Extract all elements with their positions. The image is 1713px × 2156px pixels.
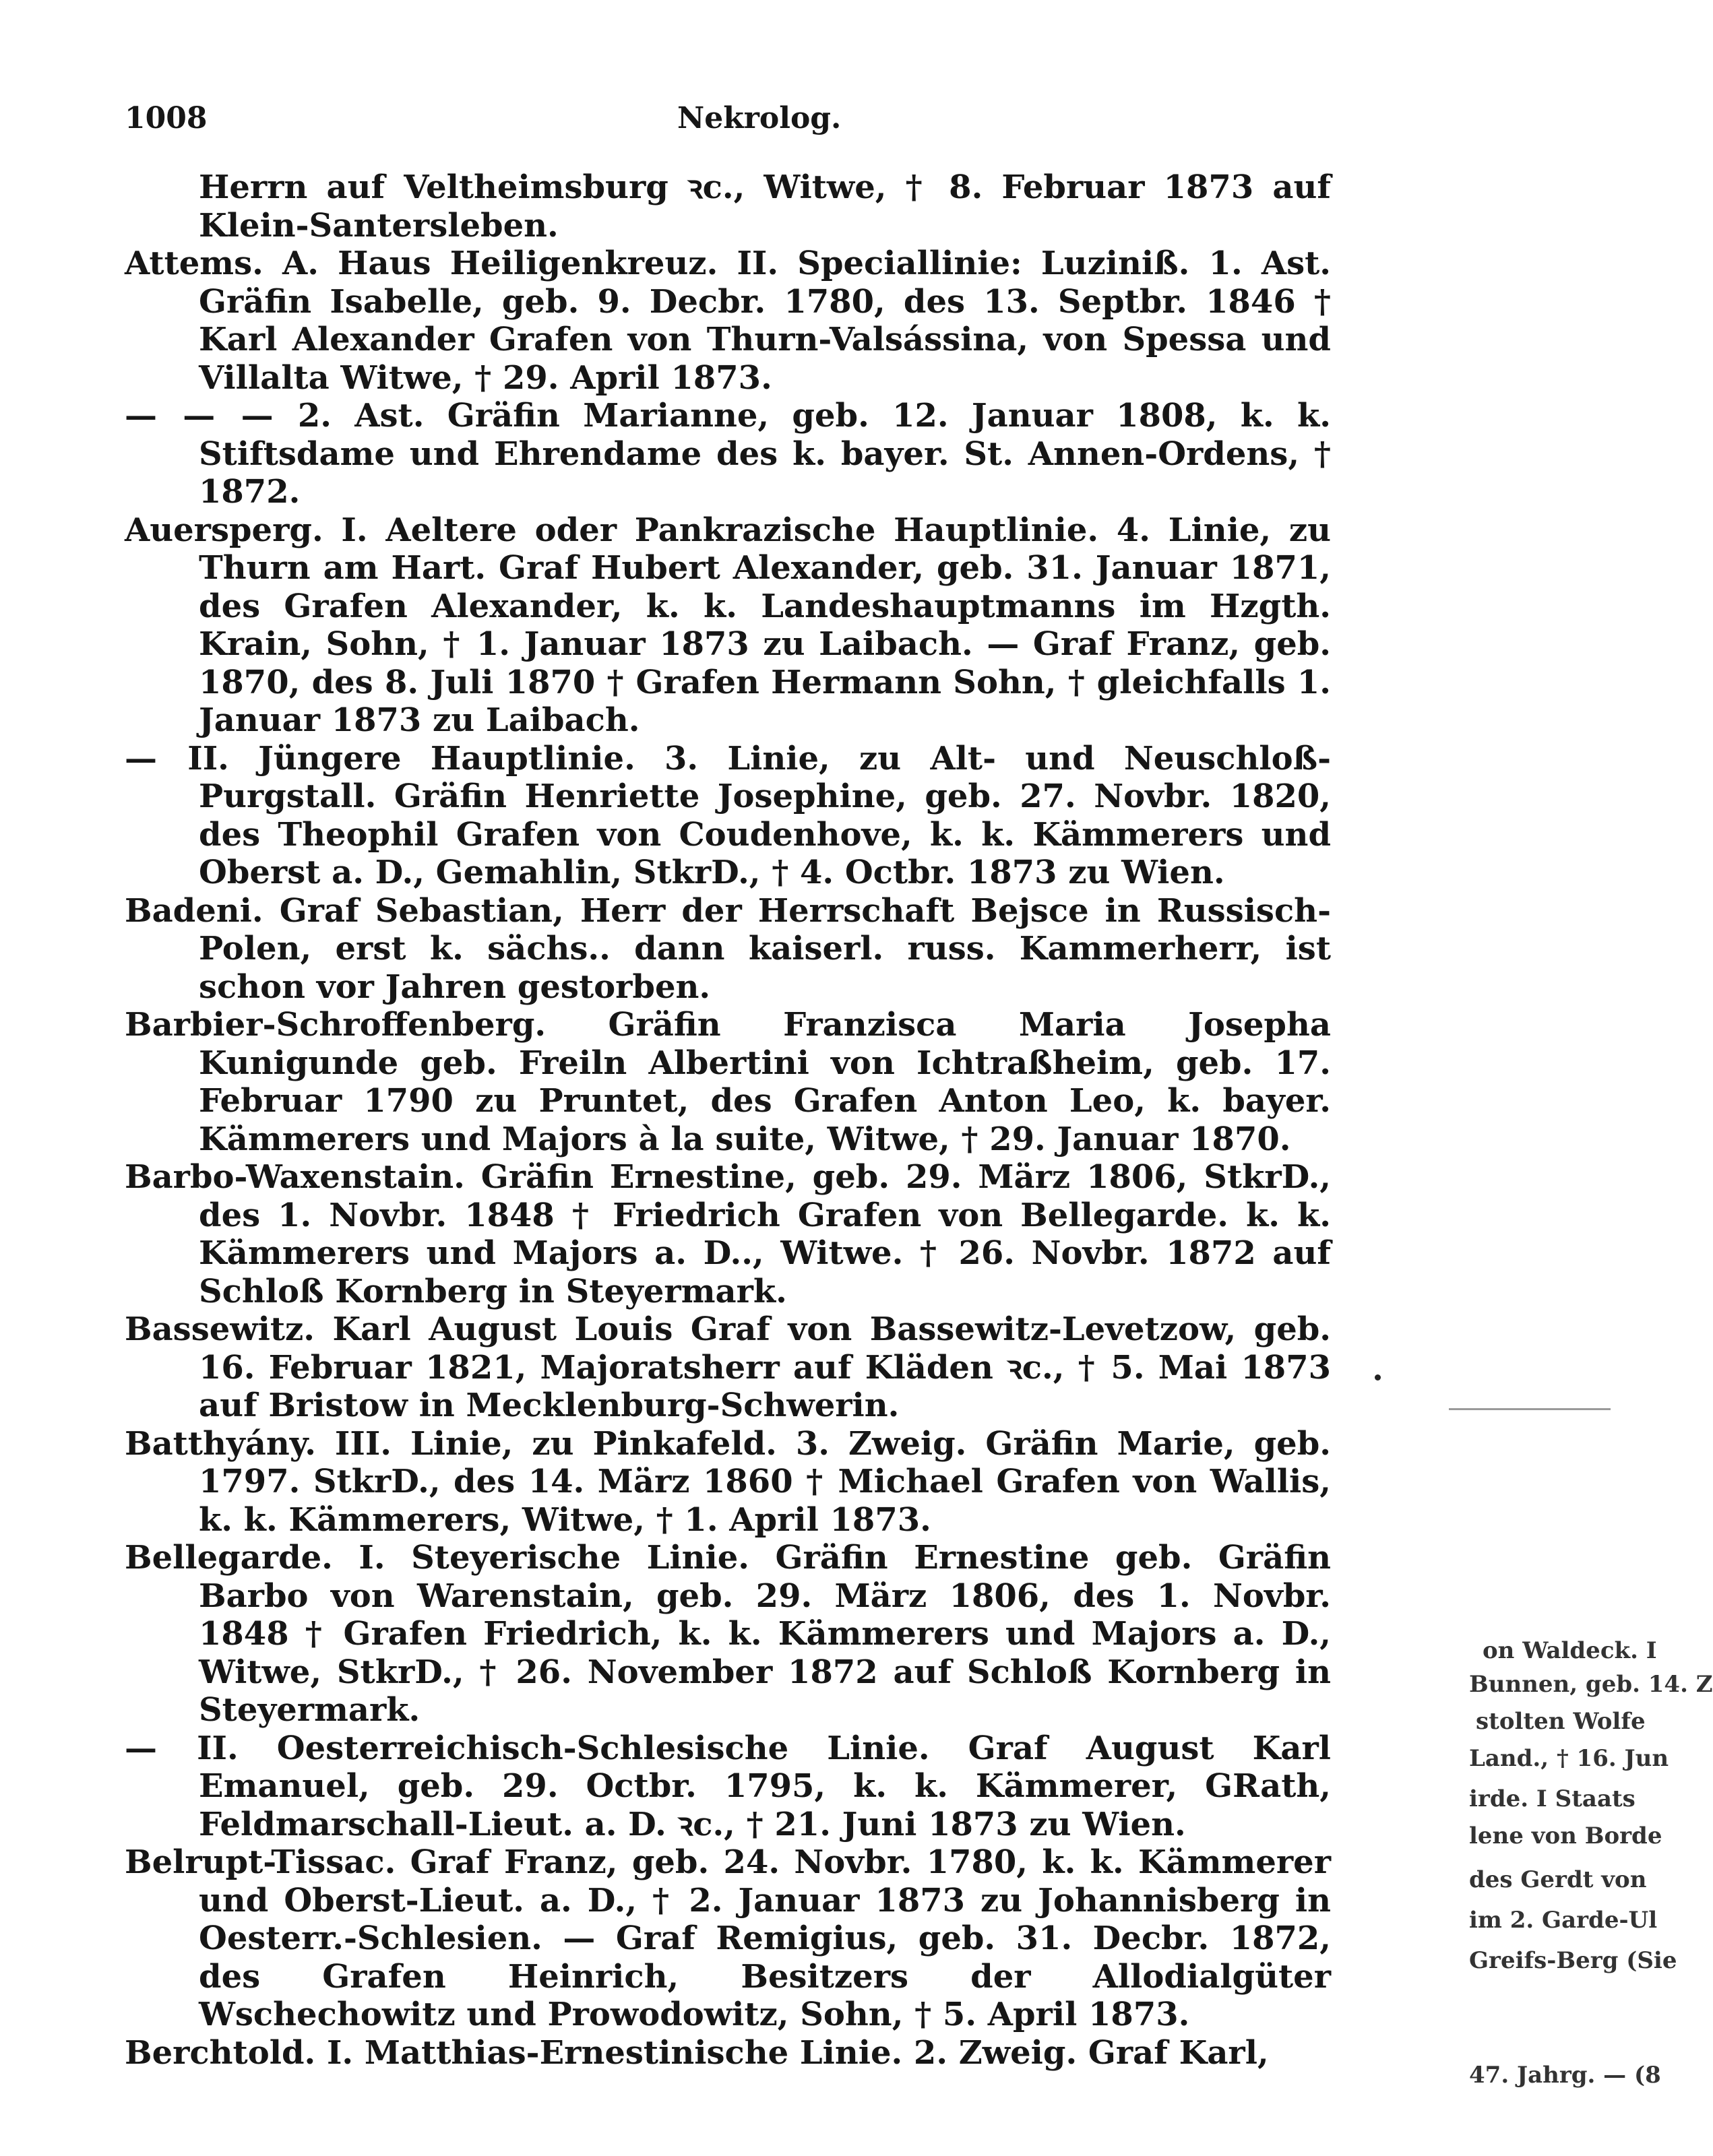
entry-head: Berchtold. bbox=[125, 2033, 316, 2072]
entry-head: Bellegarde. bbox=[125, 1539, 333, 1577]
entry-text: Gräfin Franzisca Maria Josepha Kunigunde geb. Freiln Albertini von Ichtraßheim, geb. 17. Februar 1790 zu Pruntet, des Grafen Anton Leo, k. bayer. Kämmerers und Majors à la suite, Witwe, † 29. Januar 1870. bbox=[199, 1006, 1331, 1158]
entry-head: Auersperg. bbox=[125, 511, 323, 549]
facing-page-bleed bbox=[1402, 0, 1713, 2156]
bleed-fragment: lene von Borde bbox=[1469, 1822, 1662, 1849]
entry-text: II. Oesterreichisch-Schlesische Linie. Graf August Karl Emanuel, geb. 29. Octbr. 1795, k. k. Kämmerer, GRath, Feldmarschall-Lieut. a. D. ꝛc., † 21. Juni 1873 zu Wien. bbox=[197, 1729, 1331, 1843]
bleed-fragment: 47. Jahrg. — (8 bbox=[1469, 2062, 1661, 2089]
entry-head: Attems. bbox=[125, 245, 263, 282]
entry-text: 2. Ast. Gräfin Marianne, geb. 12. Januar 1808, k. k. Stiftsdame und Ehrendame des k. bayer. St. Annen-Ordens, † 1872. bbox=[199, 397, 1331, 511]
entry-text: Karl August Louis Graf von Bassewitz-Levetzow, geb. 16. Februar 1821, Majoratsherr auf Kläden ꝛc., † 5. Mai 1873 auf Bristow in Mecklenburg-Schwerin. bbox=[199, 1310, 1332, 1424]
entry-barbo-waxenstain bbox=[125, 1158, 1331, 1310]
entry-head: Belrupt-Tissac. bbox=[125, 1843, 396, 1881]
bleed-fragment: stolten Wolfe bbox=[1476, 1708, 1646, 1735]
entry-head: Batthyány. bbox=[125, 1424, 316, 1463]
bleed-fragment: des Gerdt von bbox=[1469, 1866, 1647, 1893]
ink-speck bbox=[1375, 1374, 1381, 1381]
bleed-fragment: im 2. Garde-Ul bbox=[1469, 1907, 1658, 1934]
bleed-fragment: Bunnen, geb. 14. Z bbox=[1469, 1671, 1713, 1698]
entry-dash: — bbox=[125, 739, 158, 778]
bleed-fragment: on Waldeck. I bbox=[1483, 1637, 1657, 1664]
entry-auersperg-2 bbox=[125, 740, 1331, 892]
page-header bbox=[125, 94, 1331, 168]
entry-berchtold bbox=[125, 2034, 1331, 2072]
entry-text: II. Jüngere Hauptlinie. 3. Linie, zu Alt- und Neuschloß-Purgstall. Gräfin Henriette Josephine, geb. 27. Novbr. 1820, des Theophil Grafen von Coudenhove, k. k. Kämmerers und Oberst a. D., Gemahlin, StkrD., † 4. Octbr. 1873 zu Wien. bbox=[187, 739, 1331, 891]
running-title: Nekrolog. bbox=[677, 101, 842, 135]
page-number: 1008 bbox=[125, 101, 208, 135]
entry-batthyany bbox=[125, 1425, 1331, 1540]
entry-dash: — — — bbox=[125, 397, 275, 435]
entry-barbier-schroffenberg bbox=[125, 1006, 1331, 1158]
entry-text: Gräfin Ernestine, geb. 29. März 1806, StkrD., des 1. Novbr. 1848 † Friedrich Grafen von Bellegarde. k. k. Kämmerers und Majors a. D.., Witwe. † 26. Novbr. 1872 auf Schloß Kornberg in Steyermark. bbox=[199, 1158, 1331, 1310]
bleed-rule bbox=[1449, 1408, 1611, 1410]
entry-text: I. Aeltere oder Pankrazische Hauptlinie. 4. Linie, zu Thurn am Hart. Graf Hubert Alexander, geb. 31. Januar 1871, des Grafen Alexander, k. k. Landeshauptmanns im Hzgth. Krain, Sohn, † 1. Januar 1873 zu Laibach. — Graf Franz, geb. 1870, des 8. Juli 1870 † Grafen Hermann Sohn, † gleichfalls 1. Januar 1873 zu Laibach. bbox=[199, 511, 1331, 739]
entry-head: Badeni. bbox=[125, 891, 263, 930]
entry-attems bbox=[125, 245, 1331, 397]
entry-belrupt-tissac bbox=[125, 1843, 1331, 2034]
bleed-fragment: irde. I Staats bbox=[1469, 1785, 1636, 1812]
entry-head: Barbier-Schroffenberg. bbox=[125, 1006, 547, 1044]
entry-bassewitz bbox=[125, 1310, 1331, 1425]
entry-text: A. Haus Heiligenkreuz. II. Speciallinie: Luziniß. 1. Ast. Gräfin Isabelle, geb. 9. Decbr. 1780, des 13. Septbr. 1846 † Karl Alexander Grafen von Thurn-Valsássina, von Spessa und Villalta Witwe, † 29. April 1873. bbox=[199, 245, 1331, 397]
bleed-fragment: Greifs-Berg (Sie bbox=[1469, 1947, 1677, 1974]
text-column bbox=[125, 94, 1331, 2072]
entry-badeni bbox=[125, 892, 1331, 1007]
entry-head: Bassewitz. bbox=[125, 1310, 315, 1348]
entry-bellegarde-2 bbox=[125, 1730, 1331, 1844]
entry-continuation bbox=[125, 168, 1331, 245]
entry-text: I. Steyerische Linie. Gräfin Ernestine geb. Gräfin Barbo von Warenstain, geb. 29. März 1806, des 1. Novbr. 1848 † Grafen Friedrich, k. k. Kämmerers und Majors a. D., Witwe, StkrD., † 26. November 1872 auf Schloß Kornberg in Steyermark. bbox=[199, 1539, 1331, 1729]
bleed-fragment: Land., † 16. Jun bbox=[1469, 1745, 1669, 1772]
entry-attems-2 bbox=[125, 397, 1331, 511]
entry-text: Graf Sebastian, Herr der Herrschaft Bejsce in Russisch-Polen, erst k. sächs.. dann kaiserl. russ. Kammerherr, ist schon vor Jahren gestorben. bbox=[199, 891, 1332, 1006]
entry-text: Graf Franz, geb. 24. Novbr. 1780, k. k. Kämmerer und Oberst-Lieut. a. D., † 2. Januar 1873 zu Johannisberg in Oesterr.-Schlesien. — Graf Remigius, geb. 31. Decbr. 1872, des Grafen Heinrich, Besitzers der Allodialgüter Wschechowitz und Prowodowitz, Sohn, † 5. April 1873. bbox=[199, 1843, 1331, 2033]
entry-dash: — bbox=[125, 1729, 158, 1767]
entry-text: III. Linie, zu Pinkafeld. 3. Zweig. Gräfin Marie, geb. 1797. StkrD., des 14. März 1860 † Michael Grafen von Wallis, k. k. Kämmerers, Witwe, † 1. April 1873. bbox=[199, 1424, 1331, 1539]
entry-text: I. Matthias-Ernestinische Linie. 2. Zweig. Graf Karl, bbox=[326, 2033, 1269, 2072]
entry-auersperg bbox=[125, 511, 1331, 740]
entry-head: Barbo-Waxenstain. bbox=[125, 1158, 465, 1196]
entry-text: Herrn auf Veltheimsburg ꝛc., Witwe, † 8. Februar 1873 auf Klein-Santersleben. bbox=[199, 168, 1331, 245]
entry-bellegarde bbox=[125, 1539, 1331, 1730]
